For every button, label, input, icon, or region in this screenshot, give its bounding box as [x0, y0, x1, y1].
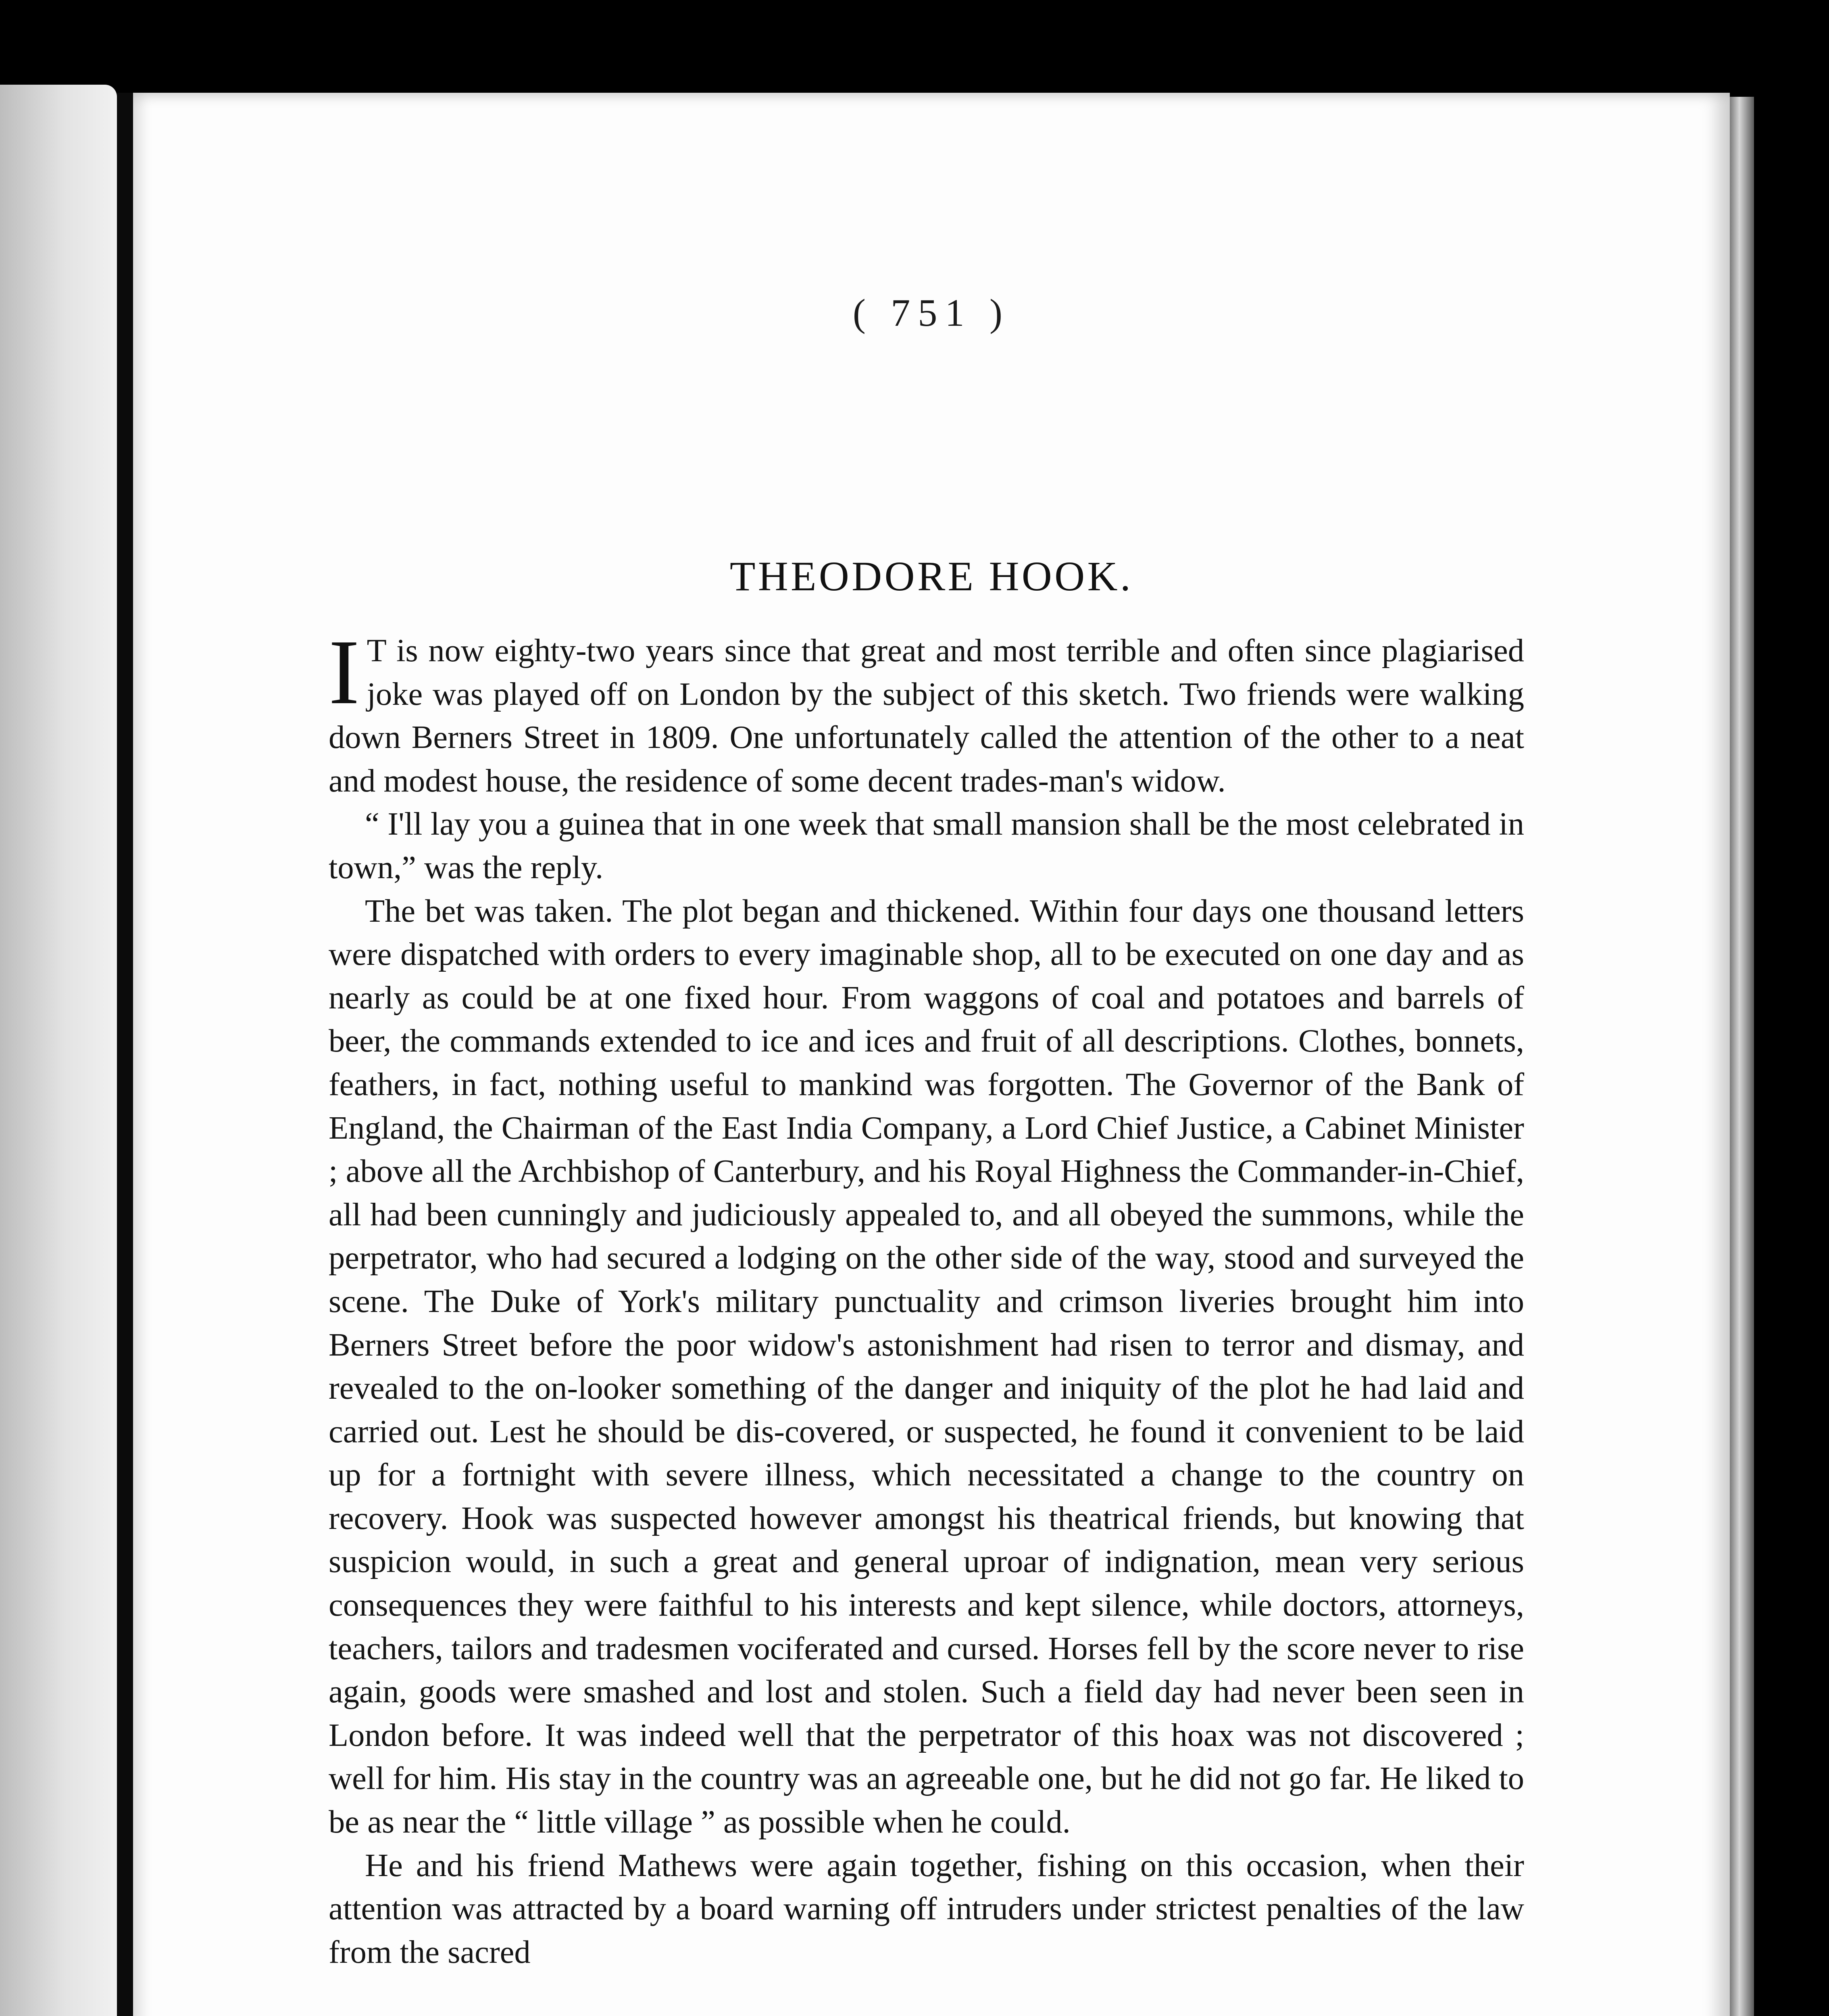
drop-cap: I [329, 621, 360, 723]
paragraph: The bet was taken. The plot began and thickened. Within four days one thousand letters were dispatched with orders to every imaginable shop, all to be executed on one day and as nearly as could be at one fixed hour. From waggons of coal and potatoes and barrels of beer, the commands extended to ice and ices and fruit of all descriptions. Clothes, bonnets, feathers, in fact, nothing useful to mankind was forgotten. The Governor of the Bank of England, the Chairman of the East India Company, a Lord Chief Justice, a Cabinet Minister ; above all the Archbishop of Canterbury, and his Royal Highness the Commander-in-Chief, all had been cunningly and judiciously appealed to, and all obeyed the summons, while the perpetrator, who had secured a lodging on the other side of the way, stood and surveyed the scene. The Duke of York's military punctuality and crimson liveries brought him into Berners Street before the poor widow's astonishment had risen to terror and dismay, and revealed to the on-looker something of the danger and iniquity of the plot he had laid and carried out. Lest he should be dis-covered, or suspected, he found it convenient to be laid up for a fortnight with severe illness, which necessitated a change to the country on recovery. Hook was suspected however amongst his theatrical friends, but knowing that suspicion would, in such a great and general uproar of indignation, mean very serious consequences they were faithful to his interests and kept silence, while doctors, attorneys, teachers, tailors and tradesmen vociferated and cursed. Horses fell by the score never to rise again, goods were smashed and lost and stolen. Such a field day had never been seen in London before. It was indeed well that the perpetrator of this hoax was not discovered ; well for him. His stay in the country was an agreeable one, but he did not go far. He liked to be as near the “ little village ” as possible when he could. [329, 893, 1524, 1840]
paragraph: He and his friend Mathews were again together, fishing on this occasion, when their attention was attracted by a board warning off intruders under strictest penalties of the law from the sacred [329, 1847, 1524, 1970]
paragraph-text: T is now eighty-two years since that great and most terrible and often since plagiarised joke was played off on London by the subject of this sketch. Two friends were walking down Berners Street in 1809. One unfortunately called the attention of the other to a neat and modest house, the residence of some decent trades-man's widow. [329, 633, 1524, 799]
article-title: THEODORE HOOK. [729, 553, 1133, 600]
article-body [329, 621, 1524, 1974]
facing-page-edge [0, 85, 117, 2016]
page-number: ( 751 ) [852, 291, 1010, 334]
paragraph: “ I'll lay you a guinea that in one week that small mansion shall be the most celebrated in town,” was the reply. [329, 806, 1524, 885]
book-page [133, 93, 1730, 2016]
book-gutter [117, 93, 133, 2016]
paragraph [329, 621, 1524, 802]
page-edge [1730, 97, 1754, 2016]
